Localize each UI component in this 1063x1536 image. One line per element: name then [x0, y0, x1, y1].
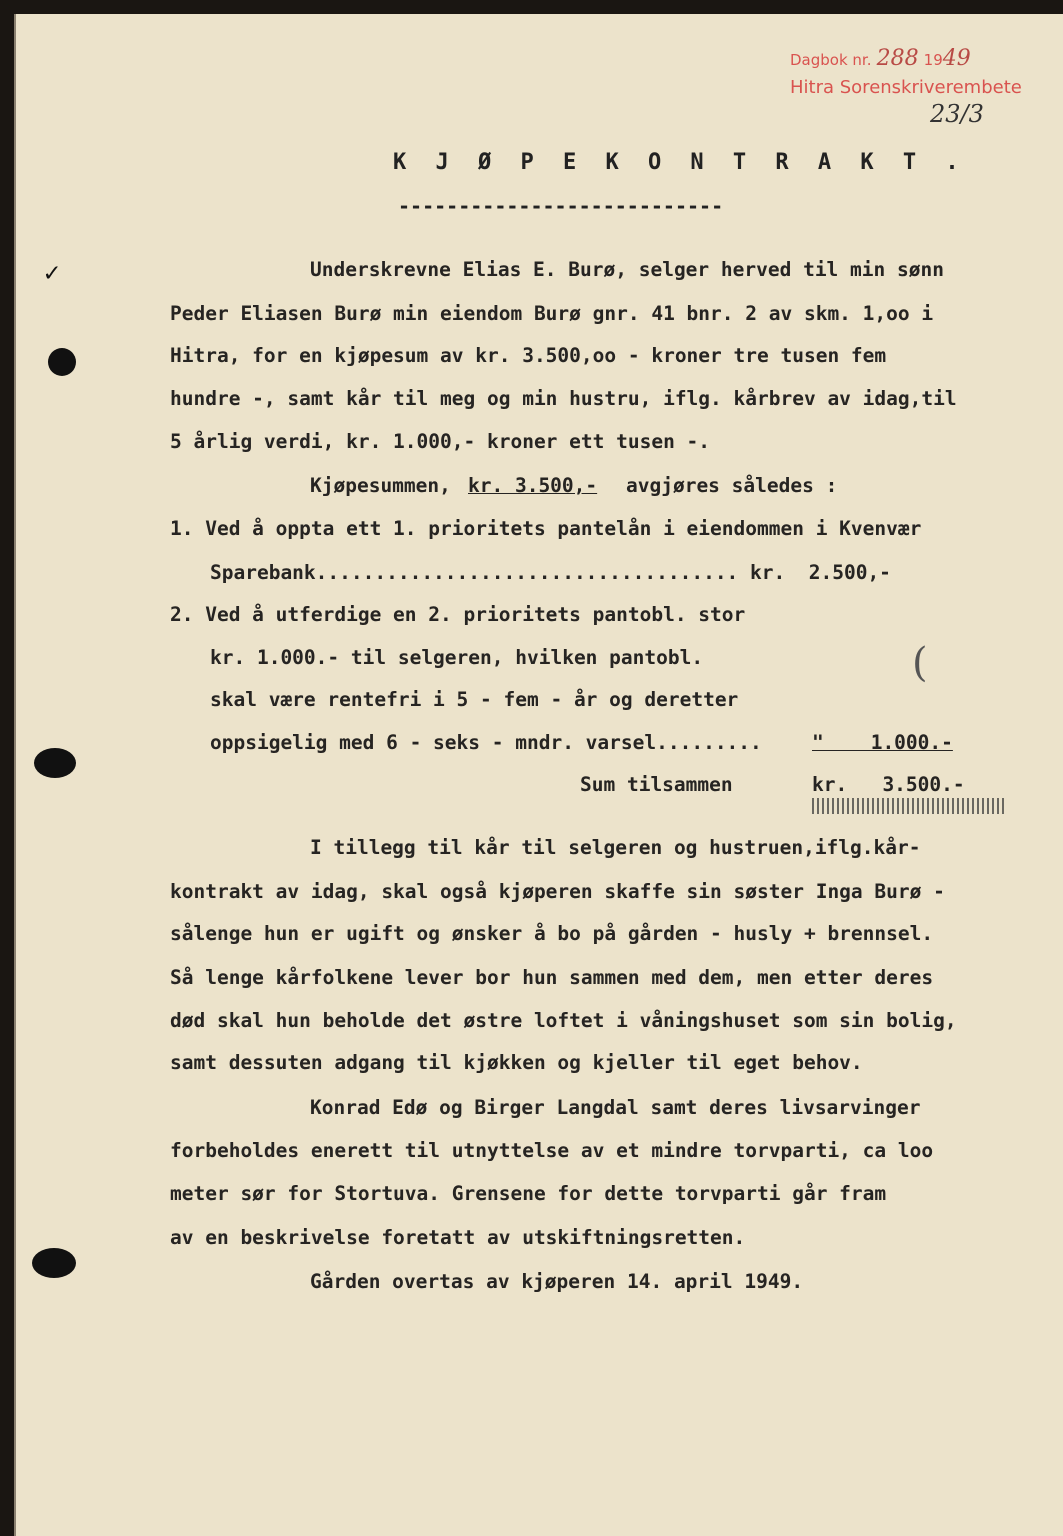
sum-double-underline: [812, 798, 1004, 814]
list-item: 1. Ved å oppta ett 1. prioritets pantelån i eiendommen i Kvenvær: [170, 517, 922, 540]
stamp-office: Hitra Sorenskriverembete: [790, 77, 1022, 98]
list-item: kr. 1.000.- til selgeren, hvilken pantobl.: [210, 646, 704, 669]
pencil-mark: (: [912, 640, 928, 686]
list-item: oppsigelig med 6 - seks - mndr. varsel.........: [210, 731, 762, 754]
body-line: forbeholdes enerett til utnyttelse av et mindre torvparti, ca loo: [170, 1139, 934, 1162]
handwritten-date: 23/3: [930, 100, 984, 128]
list-item: skal være rentefri i 5 - fem - år og deretter: [210, 688, 739, 711]
second-amount: " 1.000.-: [812, 731, 953, 754]
document-title: K J Ø P E K O N T R A K T .: [393, 150, 967, 175]
body-line: av en beskrivelse foretatt av utskiftningsretten.: [170, 1226, 746, 1249]
body-line: Hitra, for en kjøpesum av kr. 3.500,oo - kroner tre tusen fem: [170, 344, 887, 367]
body-line: Kjøpesummen,: [310, 474, 451, 497]
body-line: 5 årlig verdi, kr. 1.000,- kroner ett tusen -.: [170, 430, 711, 453]
sum-label: Sum tilsammen: [580, 773, 733, 796]
body-line: død skal hun beholde det østre loftet i våningshuset som sin bolig,: [170, 1009, 957, 1032]
list-item: 2. Ved å utferdige en 2. prioritets pantobl. stor: [170, 603, 746, 626]
punch-hole: [32, 1248, 76, 1278]
purchase-sum: kr. 3.500,-: [468, 474, 598, 497]
stamp-year-prefix: 19: [923, 51, 943, 69]
body-line: samt dessuten adgang til kjøkken og kjeller til eget behov.: [170, 1051, 863, 1074]
punch-hole: [34, 748, 76, 778]
stamp-label: Dagbok nr.: [790, 51, 872, 69]
punch-hole: [48, 348, 76, 376]
body-line: Gården overtas av kjøperen 14. april 1949.: [310, 1270, 804, 1293]
body-line: avgjøres således :: [626, 474, 838, 497]
body-line: Konrad Edø og Birger Langdal samt deres livsarvinger: [310, 1096, 921, 1119]
body-line: Underskrevne Elias E. Burø, selger herved til min sønn: [310, 258, 944, 281]
body-line: kontrakt av idag, skal også kjøperen skaffe sin søster Inga Burø -: [170, 880, 945, 903]
body-line: Så lenge kårfolkene lever bor hun sammen med dem, men etter deres: [170, 966, 934, 989]
stamp-number: 288: [876, 46, 919, 71]
title-rule: ---------------------------: [398, 194, 724, 218]
body-line: sålenge hun er ugift og ønsker å bo på gården - husly + brennsel.: [170, 922, 934, 945]
sum-amount: kr. 3.500.-: [812, 773, 965, 796]
body-line: meter sør for Stortuva. Grensene for dette torvparti går fram: [170, 1182, 887, 1205]
registration-stamp: [790, 46, 1022, 98]
list-item: Sparebank.................................... kr. 2.500,-: [210, 561, 891, 584]
body-line: I tillegg til kår til selgeren og hustruen,iflg.kår-: [310, 836, 921, 859]
body-line: hundre -, samt kår til meg og min hustru, iflg. kårbrev av idag,til: [170, 387, 957, 410]
body-line: Peder Eliasen Burø min eiendom Burø gnr. 41 bnr. 2 av skm. 1,oo i: [170, 302, 934, 325]
stamp-year-suffix: 49: [942, 46, 971, 71]
check-mark-icon: ✓: [44, 258, 60, 288]
